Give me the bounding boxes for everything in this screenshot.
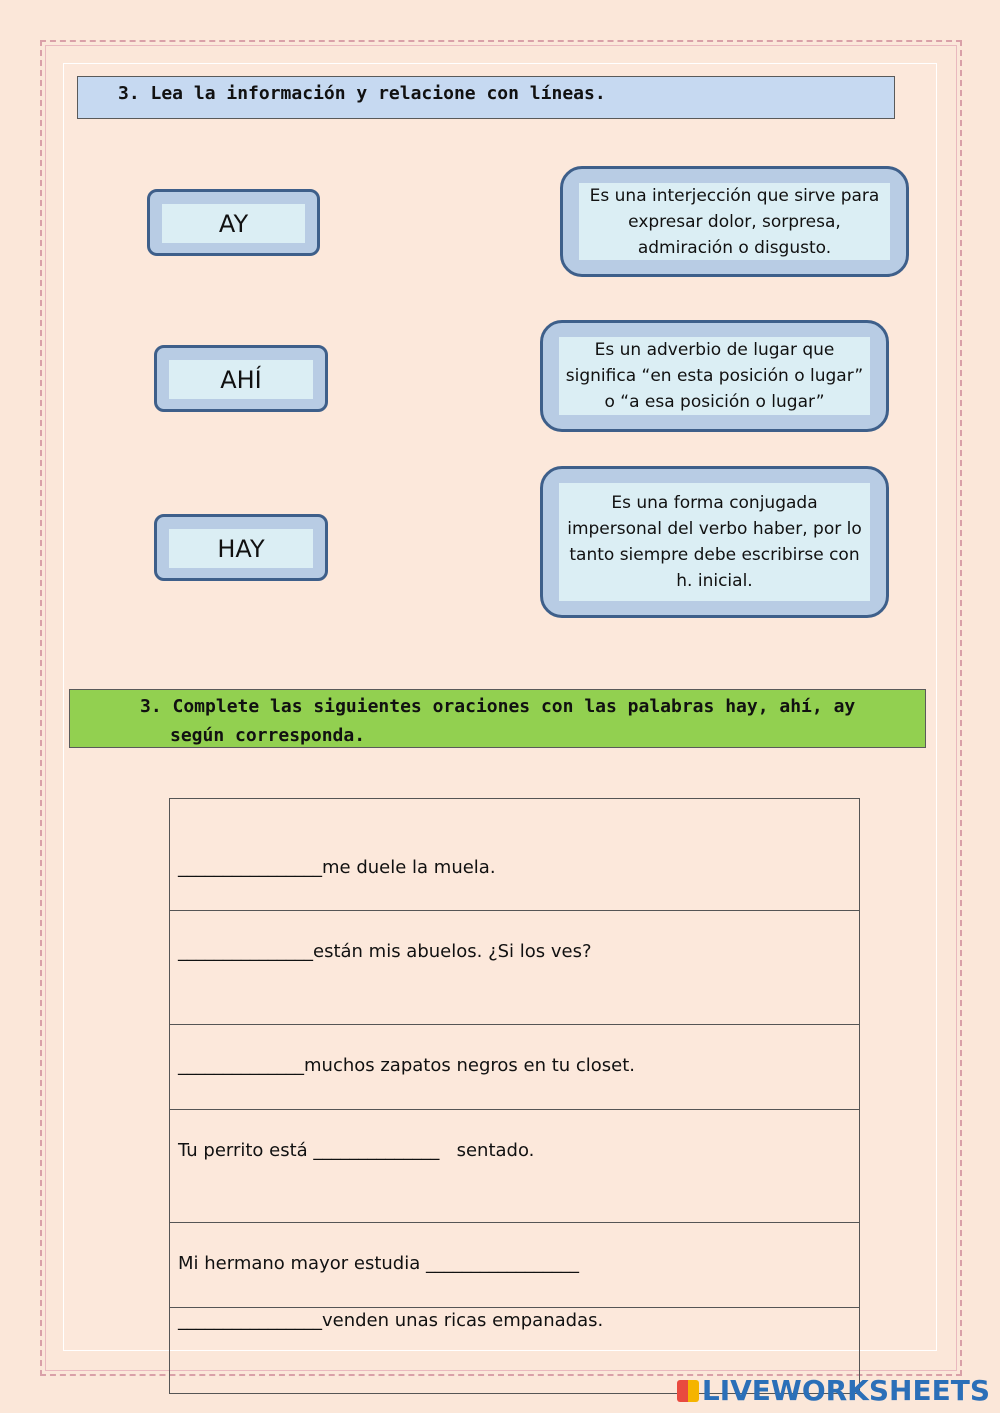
word-label: AHÍ [169, 360, 313, 399]
table-row [170, 911, 860, 1025]
liveworksheets-icon [677, 1380, 699, 1402]
sentence-3[interactable]: ______________muchos zapatos negros en tu closet. [178, 1055, 636, 1076]
watermark-text: LIVEWORKSHEETS [701, 1374, 990, 1407]
definition-text: Es un adverbio de lugar que significa “en esta posición o lugar” o “a esa posición o lugar” [559, 337, 870, 415]
sentence-4[interactable]: Tu perrito está ______________ sentado. [178, 1140, 535, 1161]
word-label: HAY [169, 529, 313, 568]
sentence-6[interactable]: ________________venden unas ricas empanadas. [178, 1310, 604, 1331]
sentences-table [169, 798, 860, 1394]
watermark-logo [677, 1374, 990, 1407]
table-row [170, 1223, 860, 1308]
definition-box-1[interactable] [560, 166, 909, 277]
word-box-hay[interactable] [154, 514, 328, 581]
table-row [170, 1025, 860, 1110]
section2-heading: 3. Complete las siguientes oraciones con las palabras hay, ahí, ay según corresponda. [69, 689, 926, 748]
word-label: AY [162, 204, 305, 243]
table-row [170, 799, 860, 911]
sentence-5[interactable]: Mi hermano mayor estudia _________________ [178, 1253, 579, 1274]
section1-heading: 3. Lea la información y relacione con líneas. [77, 76, 895, 119]
sentence-1[interactable]: ________________me duele la muela. [178, 857, 496, 878]
definition-text: Es una interjección que sirve para expresar dolor, sorpresa, admiración o disgusto. [579, 183, 890, 260]
definition-box-3[interactable] [540, 466, 889, 618]
word-box-ay[interactable] [147, 189, 320, 256]
definition-box-2[interactable] [540, 320, 889, 432]
table-row [170, 1110, 860, 1223]
definition-text: Es una forma conjugada impersonal del verbo haber, por lo tanto siempre debe escribirse con h. inicial. [559, 483, 870, 601]
word-box-ahi[interactable] [154, 345, 328, 412]
sentence-2[interactable]: _______________están mis abuelos. ¿Si los ves? [178, 941, 592, 962]
